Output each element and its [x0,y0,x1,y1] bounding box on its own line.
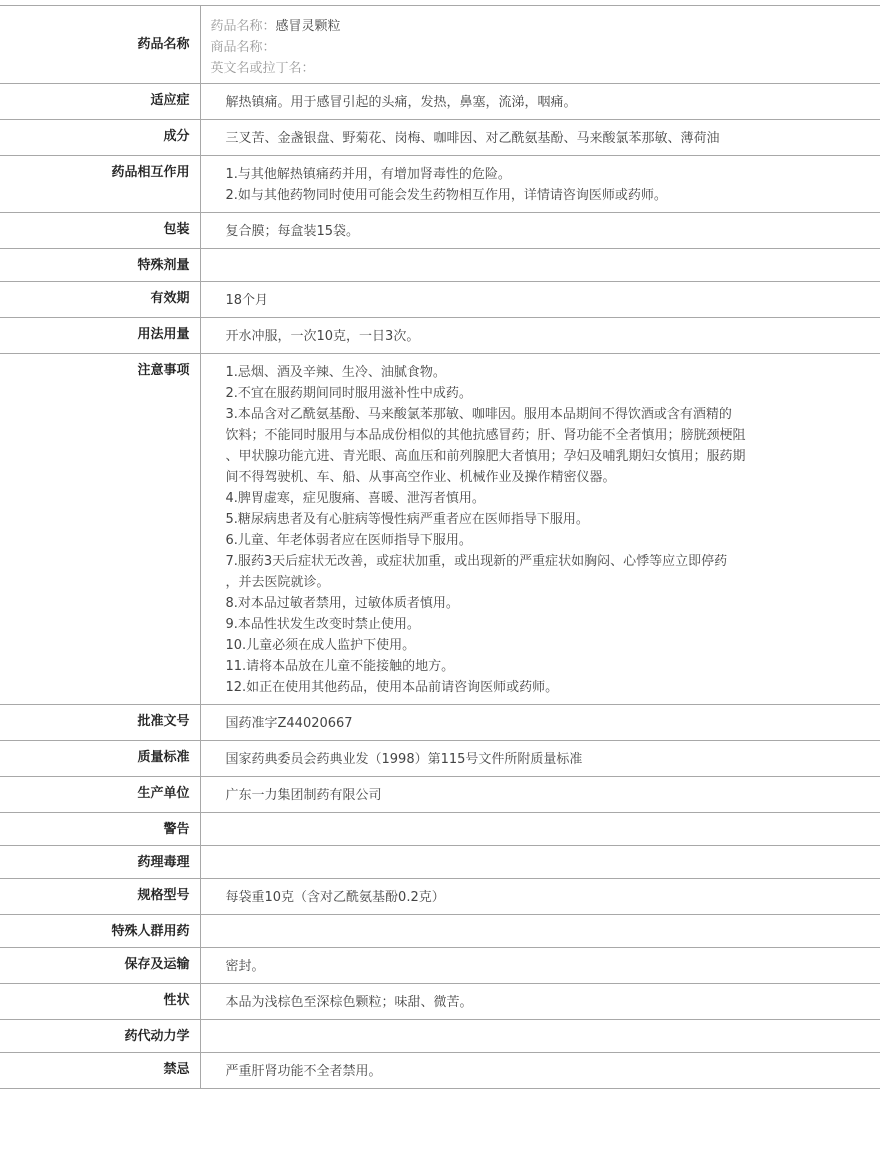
row-value: 本品为浅棕色至深棕色颗粒；味甜、微苦。 [200,984,880,1020]
row-label: 注意事项 [0,354,200,705]
row-shelf-life [0,282,880,318]
row-value [200,6,880,84]
row-special-populations [0,915,880,948]
row-label: 规格型号 [0,879,200,915]
row-value: 国药准字Z44020667 [200,705,880,741]
row-label: 药理毒理 [0,846,200,879]
row-interactions [0,156,880,213]
row-value [200,1020,880,1053]
precaution-line: 1.忌烟、酒及辛辣、生冷、油腻食物。 [225,365,446,380]
interaction-line: 2.如与其他药物同时使用可能会发生药物相互作用，详情请咨询医师或药师。 [225,188,667,203]
precaution-line: ，并去医院就诊。 [225,575,330,590]
generic-name-value: 感冒灵颗粒 [275,19,341,34]
row-contraindications [0,1053,880,1089]
row-ingredients [0,120,880,156]
row-value [200,249,880,282]
precaution-line: 间不得驾驶机、车、船、从事高空作业、机械作业及操作精密仪器。 [225,470,616,485]
row-label: 特殊剂量 [0,249,200,282]
row-value: 复合膜；每盒装15袋。 [200,213,880,249]
precaution-line: 3.本品含对乙酰氨基酚、马来酸氯苯那敏、咖啡因。服用本品期间不得饮酒或含有酒精的 [225,407,732,422]
precaution-line: 7.服药3天后症状无改善，或症状加重，或出现新的严重症状如胸闷、心悸等应立即停药 [225,554,728,569]
row-description [0,984,880,1020]
row-value: 解热镇痛。用于感冒引起的头痛，发热，鼻塞，流涕，咽痛。 [200,84,880,120]
precaution-line: 2.不宜在服药期间同时服用滋补性中成药。 [225,386,472,401]
precaution-line: 8.对本品过敏者禁用，过敏体质者慎用。 [225,596,459,611]
latin-name-key: 英文名或拉丁名： [210,61,315,76]
row-approval-number [0,705,880,741]
row-precautions [0,354,880,705]
generic-name-key: 药品名称： [210,19,276,34]
row-specification [0,879,880,915]
row-label: 保存及运输 [0,948,200,984]
interaction-line: 1.与其他解热镇痛药并用，有增加肾毒性的危险。 [225,167,511,182]
row-label: 警告 [0,813,200,846]
row-value [200,354,880,705]
precaution-line: 5.糖尿病患者及有心脏病等慢性病严重者应在医师指导下服用。 [225,512,589,527]
row-label: 成分 [0,120,200,156]
precaution-line: 饮料；不能同时服用与本品成份相似的其他抗感冒药；肝、肾功能不全者慎用；膀胱颈梗阻 [225,428,746,443]
row-storage [0,948,880,984]
row-label: 性状 [0,984,200,1020]
row-manufacturer [0,777,880,813]
precaution-line: 10.儿童必须在成人监护下使用。 [225,638,416,653]
row-value: 18个月 [200,282,880,318]
generic-name-line [211,16,871,37]
precaution-line: 4.脾胃虚寒，症见腹痛、喜暖、泄泻者慎用。 [225,491,485,506]
row-indications [0,84,880,120]
row-pharmacology [0,846,880,879]
row-value [200,915,880,948]
row-label: 特殊人群用药 [0,915,200,948]
row-packaging [0,213,880,249]
row-label: 批准文号 [0,705,200,741]
row-value [200,156,880,213]
row-value: 广东一力集团制药有限公司 [200,777,880,813]
row-label: 生产单位 [0,777,200,813]
row-label: 包装 [0,213,200,249]
precaution-line: 9.本品性状发生改变时禁止使用。 [225,617,420,632]
row-warning [0,813,880,846]
row-label: 药品名称 [0,6,200,84]
precaution-line: 12.如正在使用其他药品，使用本品前请咨询医师或药师。 [225,680,559,695]
row-value [200,813,880,846]
row-label: 药品相互作用 [0,156,200,213]
row-label: 用法用量 [0,318,200,354]
row-label: 质量标准 [0,741,200,777]
row-value: 开水冲服，一次10克，一日3次。 [200,318,880,354]
row-value: 三叉苦、金盏银盘、野菊花、岗梅、咖啡因、对乙酰氨基酚、马来酸氯苯那敏、薄荷油 [200,120,880,156]
drug-info-table [0,5,880,1089]
row-special-dosage [0,249,880,282]
row-label: 禁忌 [0,1053,200,1089]
row-value: 密封。 [200,948,880,984]
row-value: 严重肝肾功能不全者禁用。 [200,1053,880,1089]
precaution-line: 6.儿童、年老体弱者应在医师指导下服用。 [225,533,472,548]
trade-name-key: 商品名称： [210,40,276,55]
row-quality-standard [0,741,880,777]
row-dosage [0,318,880,354]
row-value: 国家药典委员会药典业发（1998）第115号文件所附质量标准 [200,741,880,777]
row-value: 每袋重10克（含对乙酰氨基酚0.2克） [200,879,880,915]
precaution-line: 、甲状腺功能亢进、青光眼、高血压和前列腺肥大者慎用；孕妇及哺乳期妇女慎用；服药期 [225,449,746,464]
row-pharmacokinetics [0,1020,880,1053]
row-label: 药代动力学 [0,1020,200,1053]
row-label: 适应症 [0,84,200,120]
row-value [200,846,880,879]
latin-name-line [211,58,871,79]
row-label: 有效期 [0,282,200,318]
precaution-line: 11.请将本品放在儿童不能接触的地方。 [225,659,455,674]
row-drug-name [0,6,880,84]
trade-name-line [211,37,871,58]
